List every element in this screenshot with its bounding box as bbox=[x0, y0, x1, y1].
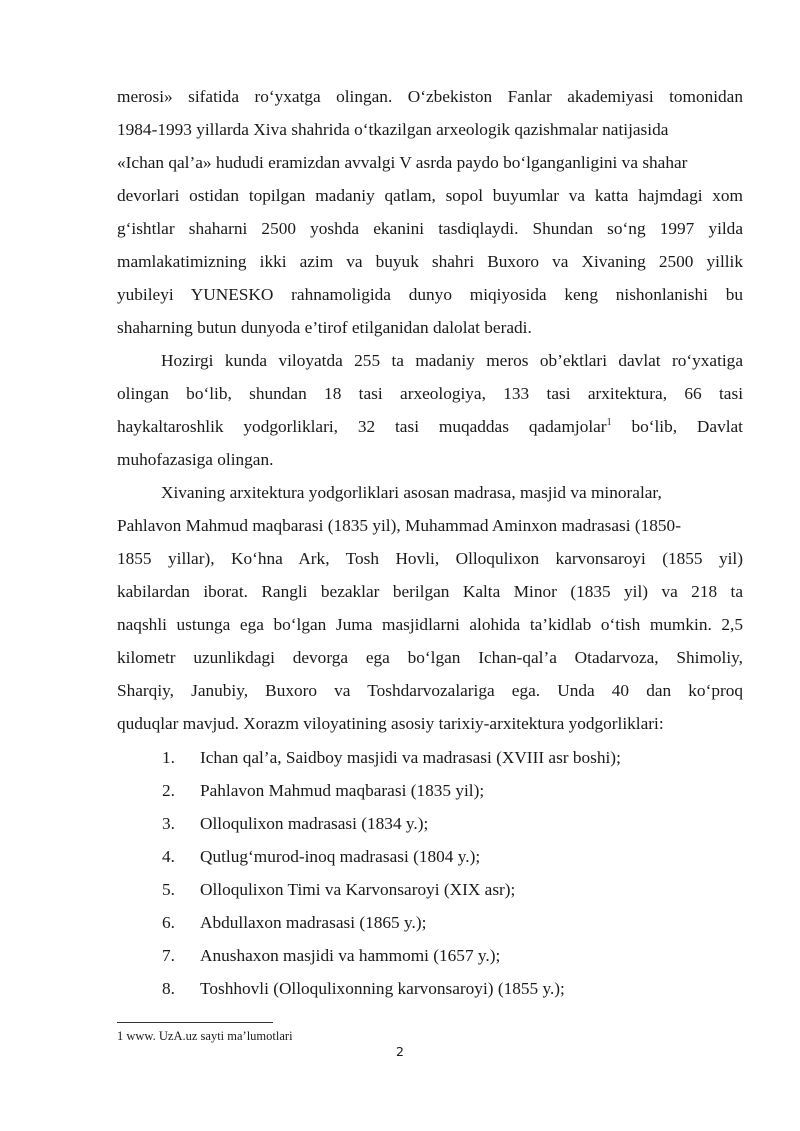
paragraph-line: merosi» sifatida ro‘yxatga olingan. O‘zbekiston Fanlar akademiyasi tomonidan bbox=[117, 87, 743, 106]
paragraph-line: g‘ishtlar shaharni 2500 yoshda ekanini tasdiqlaydi. Shundan so‘ng 1997 yilda bbox=[117, 219, 743, 238]
list-text: Qutlug‘murod-inoq madrasasi (1804 y.); bbox=[200, 847, 481, 866]
list-number: 6. bbox=[162, 913, 175, 932]
paragraph-line-with-footnote bbox=[117, 410, 743, 443]
footnote-marker[interactable]: 1 bbox=[606, 417, 612, 429]
paragraph-line: 1855 yillar), Ko‘hna Ark, Tosh Hovli, Olloqulixon karvonsaroyi (1855 yil) bbox=[117, 549, 743, 568]
paragraph-line: «Ichan qal’a» hududi eramizdan avvalgi V asrda paydo bo‘lganganligini va shahar bbox=[117, 153, 688, 172]
list-text: Olloqulixon Timi va Karvonsaroyi (XIX asr); bbox=[200, 880, 516, 899]
page-number: 2 bbox=[396, 1044, 404, 1059]
paragraph-text: bo‘lib, Davlat bbox=[611, 417, 743, 436]
paragraph-line: Xivaning arxitektura yodgorliklari asosan madrasa, masjid va minoralar, bbox=[161, 483, 662, 502]
list-number: 1. bbox=[162, 748, 175, 767]
paragraph-line: shaharning butun dunyoda e’tirof etilganidan dalolat beradi. bbox=[117, 318, 532, 337]
footnote-separator bbox=[117, 1022, 273, 1023]
paragraph-line: kilometr uzunlikdagi devorga ega bo‘lgan Ichan-qal’a Otadarvoza, Shimoliy, bbox=[117, 648, 743, 667]
list-number: 4. bbox=[162, 847, 175, 866]
list-number: 2. bbox=[162, 781, 175, 800]
list-item bbox=[162, 906, 742, 939]
list-item bbox=[162, 840, 742, 873]
paragraph-line: 1984-1993 yillarda Xiva shahrida o‘tkazilgan arxeologik qazishmalar natijasida bbox=[117, 120, 669, 139]
list-item bbox=[162, 807, 742, 840]
list-text: Anushaxon masjidi va hammomi (1657 y.); bbox=[200, 946, 501, 965]
list-text: Abdullaxon madrasasi (1865 y.); bbox=[200, 913, 427, 932]
list-item bbox=[162, 741, 742, 774]
paragraph-line: Pahlavon Mahmud maqbarasi (1835 yil), Muhammad Aminxon madrasasi (1850- bbox=[117, 516, 681, 535]
paragraph-line: muhofazasiga olingan. bbox=[117, 450, 274, 469]
paragraph-line: yubileyi YUNESKO rahnamoligida dunyo miqiyosida keng nishonlanishi bu bbox=[117, 285, 743, 304]
list-number: 7. bbox=[162, 946, 175, 965]
footnote-text: 1 www. UzA.uz sayti ma’lumotlari bbox=[117, 1029, 293, 1043]
list-text: Ichan qal’a, Saidboy masjidi va madrasasi (XVIII asr boshi); bbox=[200, 748, 621, 767]
paragraph-line: devorlari ostidan topilgan madaniy qatlam, sopol buyumlar va katta hajmdagi xom bbox=[117, 186, 743, 205]
list-text: Toshhovli (Olloqulixonning karvonsaroyi) (1855 y.); bbox=[200, 979, 565, 998]
list-number: 5. bbox=[162, 880, 175, 899]
list-number: 8. bbox=[162, 979, 175, 998]
list-item bbox=[162, 774, 742, 807]
list-text: Pahlavon Mahmud maqbarasi (1835 yil); bbox=[200, 781, 485, 800]
paragraph-line: quduqlar mavjud. Xorazm viloyatining asosiy tarixiy-arxitektura yodgorliklari: bbox=[117, 714, 664, 733]
list-item bbox=[162, 939, 742, 972]
paragraph-line: Hozirgi kunda viloyatda 255 ta madaniy meros ob’ektlari davlat ro‘yxatiga bbox=[161, 351, 743, 370]
list-number: 3. bbox=[162, 814, 175, 833]
paragraph-line: naqshli ustunga ega bo‘lgan Juma masjidlarni alohida ta’kidlab o‘tish mumkin. 2,5 bbox=[117, 615, 743, 634]
list-item bbox=[162, 972, 742, 1005]
list-item bbox=[162, 873, 742, 906]
paragraph-line: Sharqiy, Janubiy, Buxoro va Toshdarvozalariga ega. Unda 40 dan ko‘proq bbox=[117, 681, 743, 700]
paragraph-line: mamlakatimizning ikki azim va buyuk shahri Buxoro va Xivaning 2500 yillik bbox=[117, 252, 743, 271]
paragraph-text: haykaltaroshlik yodgorliklari, 32 tasi muqaddas qadamjolar bbox=[117, 417, 607, 436]
list-text: Olloqulixon madrasasi (1834 y.); bbox=[200, 814, 429, 833]
paragraph-line: kabilardan iborat. Rangli bezaklar berilgan Kalta Minor (1835 yil) va 218 ta bbox=[117, 582, 743, 601]
paragraph-line: olingan bo‘lib, shundan 18 tasi arxeologiya, 133 tasi arxitektura, 66 tasi bbox=[117, 384, 743, 403]
